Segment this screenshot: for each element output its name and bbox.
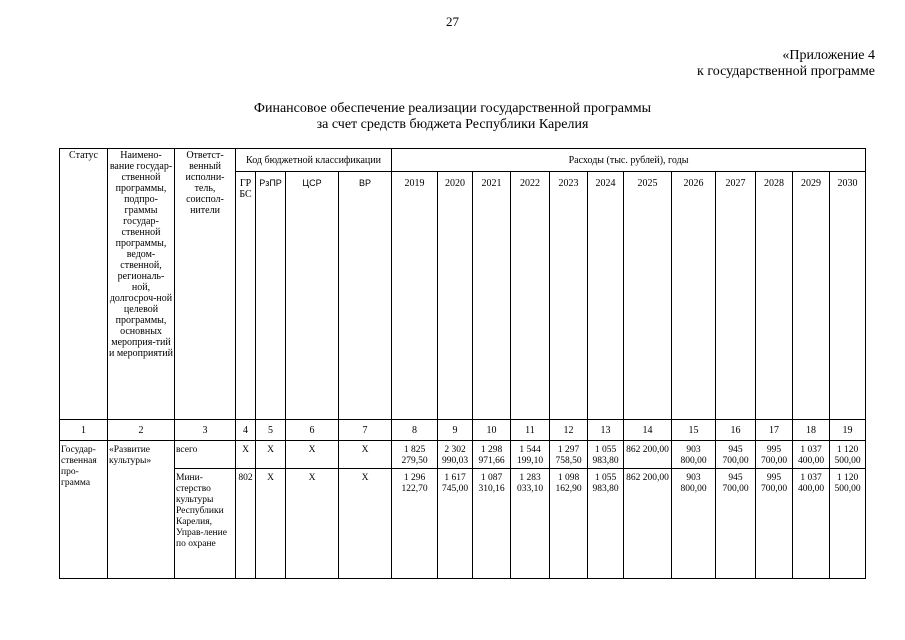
document-title (0, 101, 905, 133)
row-vr: Х (339, 441, 392, 469)
column-number: 11 (511, 420, 550, 441)
appendix-note (697, 48, 875, 80)
title-line-2: за счет средств бюджета Республики Карелия (316, 117, 589, 132)
header-year: 2027 (716, 172, 756, 420)
column-number: 7 (339, 420, 392, 441)
column-number-row (60, 420, 866, 441)
header-csr: ЦСР (286, 172, 339, 420)
row-value: 995 700,00 (756, 441, 793, 469)
column-number: 15 (672, 420, 716, 441)
row-csr: Х (286, 469, 339, 579)
appendix-line-1: «Приложение 4 (782, 48, 875, 63)
row-value: 1 617 745,00 (438, 469, 473, 579)
column-number: 14 (624, 420, 672, 441)
header-year: 2022 (511, 172, 550, 420)
header-year: 2026 (672, 172, 716, 420)
row-value: 995 700,00 (756, 469, 793, 579)
table-row (60, 441, 866, 469)
column-number: 4 (236, 420, 256, 441)
header-year: 2029 (793, 172, 830, 420)
header-year: 2023 (550, 172, 588, 420)
row-vr: Х (339, 469, 392, 579)
column-number: 6 (286, 420, 339, 441)
row-value: 2 302 990,03 (438, 441, 473, 469)
column-number: 8 (392, 420, 438, 441)
row-value: 1 544 199,10 (511, 441, 550, 469)
financing-table (59, 148, 866, 579)
column-number: 18 (793, 420, 830, 441)
row-csr: Х (286, 441, 339, 469)
row-value: 1 098 162,90 (550, 469, 588, 579)
header-year: 2019 (392, 172, 438, 420)
header-name: Наимено-вание государ-ственной программы, подпро-граммы государ-ственной программы, ведом-ственной, региональ-ной, долгосроч-ной целевой программы, основных мероприя-тий и мероприятий (108, 149, 175, 420)
header-rzpr: РзПР (256, 172, 286, 420)
header-executor: Ответст-венный исполни-тель, соиспол-нители (175, 149, 236, 420)
page-number: 27 (446, 14, 459, 29)
column-number: 2 (108, 420, 175, 441)
row-grbs: 802 (236, 469, 256, 579)
row-value: 1 120 500,00 (830, 469, 866, 579)
header-expenses: Расходы (тыс. рублей), годы (392, 149, 866, 172)
header-year: 2020 (438, 172, 473, 420)
row-status: Государ-ственная про-грамма (60, 441, 108, 579)
title-line-1: Финансовое обеспечение реализации государственной программы (253, 101, 652, 116)
column-number: 12 (550, 420, 588, 441)
header-budget-code: Код бюджетной классификации (236, 149, 392, 172)
row-value: 1 055 983,80 (588, 469, 624, 579)
header-year: 2025 (624, 172, 672, 420)
row-value: 862 200,00 (624, 469, 672, 579)
row-rzpr: Х (256, 441, 286, 469)
column-number: 19 (830, 420, 866, 441)
row-value: 862 200,00 (624, 441, 672, 469)
column-number: 5 (256, 420, 286, 441)
row-value: 1 087 310,16 (473, 469, 511, 579)
row-value: 1 296 122,70 (392, 469, 438, 579)
row-executor: Мини-стерство культуры Республики Карелия, Управ-ление по охране (175, 469, 236, 579)
header-year: 2030 (830, 172, 866, 420)
row-value: 1 055 983,80 (588, 441, 624, 469)
row-value: 1 825 279,50 (392, 441, 438, 469)
column-number: 17 (756, 420, 793, 441)
row-value: 903 800,00 (672, 469, 716, 579)
row-value: 1 037 400,00 (793, 441, 830, 469)
column-number: 9 (438, 420, 473, 441)
row-value: 903 800,00 (672, 441, 716, 469)
header-year: 2021 (473, 172, 511, 420)
header-vr: ВР (339, 172, 392, 420)
header-year: 2028 (756, 172, 793, 420)
column-number: 16 (716, 420, 756, 441)
row-value: 1 283 033,10 (511, 469, 550, 579)
column-number: 3 (175, 420, 236, 441)
column-number: 10 (473, 420, 511, 441)
header-year: 2024 (588, 172, 624, 420)
row-value: 1 120 500,00 (830, 441, 866, 469)
header-grbs: ГР БС (236, 172, 256, 420)
table-row (60, 469, 866, 579)
row-grbs: Х (236, 441, 256, 469)
header-row-1 (60, 149, 866, 172)
header-status: Статус (60, 149, 108, 420)
row-rzpr: Х (256, 469, 286, 579)
appendix-line-2: к государственной программе (697, 64, 875, 79)
row-executor: всего (175, 441, 236, 469)
row-name: «Развитие культуры» (108, 441, 175, 579)
row-value: 1 037 400,00 (793, 469, 830, 579)
row-value: 1 298 971,66 (473, 441, 511, 469)
column-number: 13 (588, 420, 624, 441)
row-value: 945 700,00 (716, 469, 756, 579)
row-value: 1 297 758,50 (550, 441, 588, 469)
row-value: 945 700,00 (716, 441, 756, 469)
column-number: 1 (60, 420, 108, 441)
